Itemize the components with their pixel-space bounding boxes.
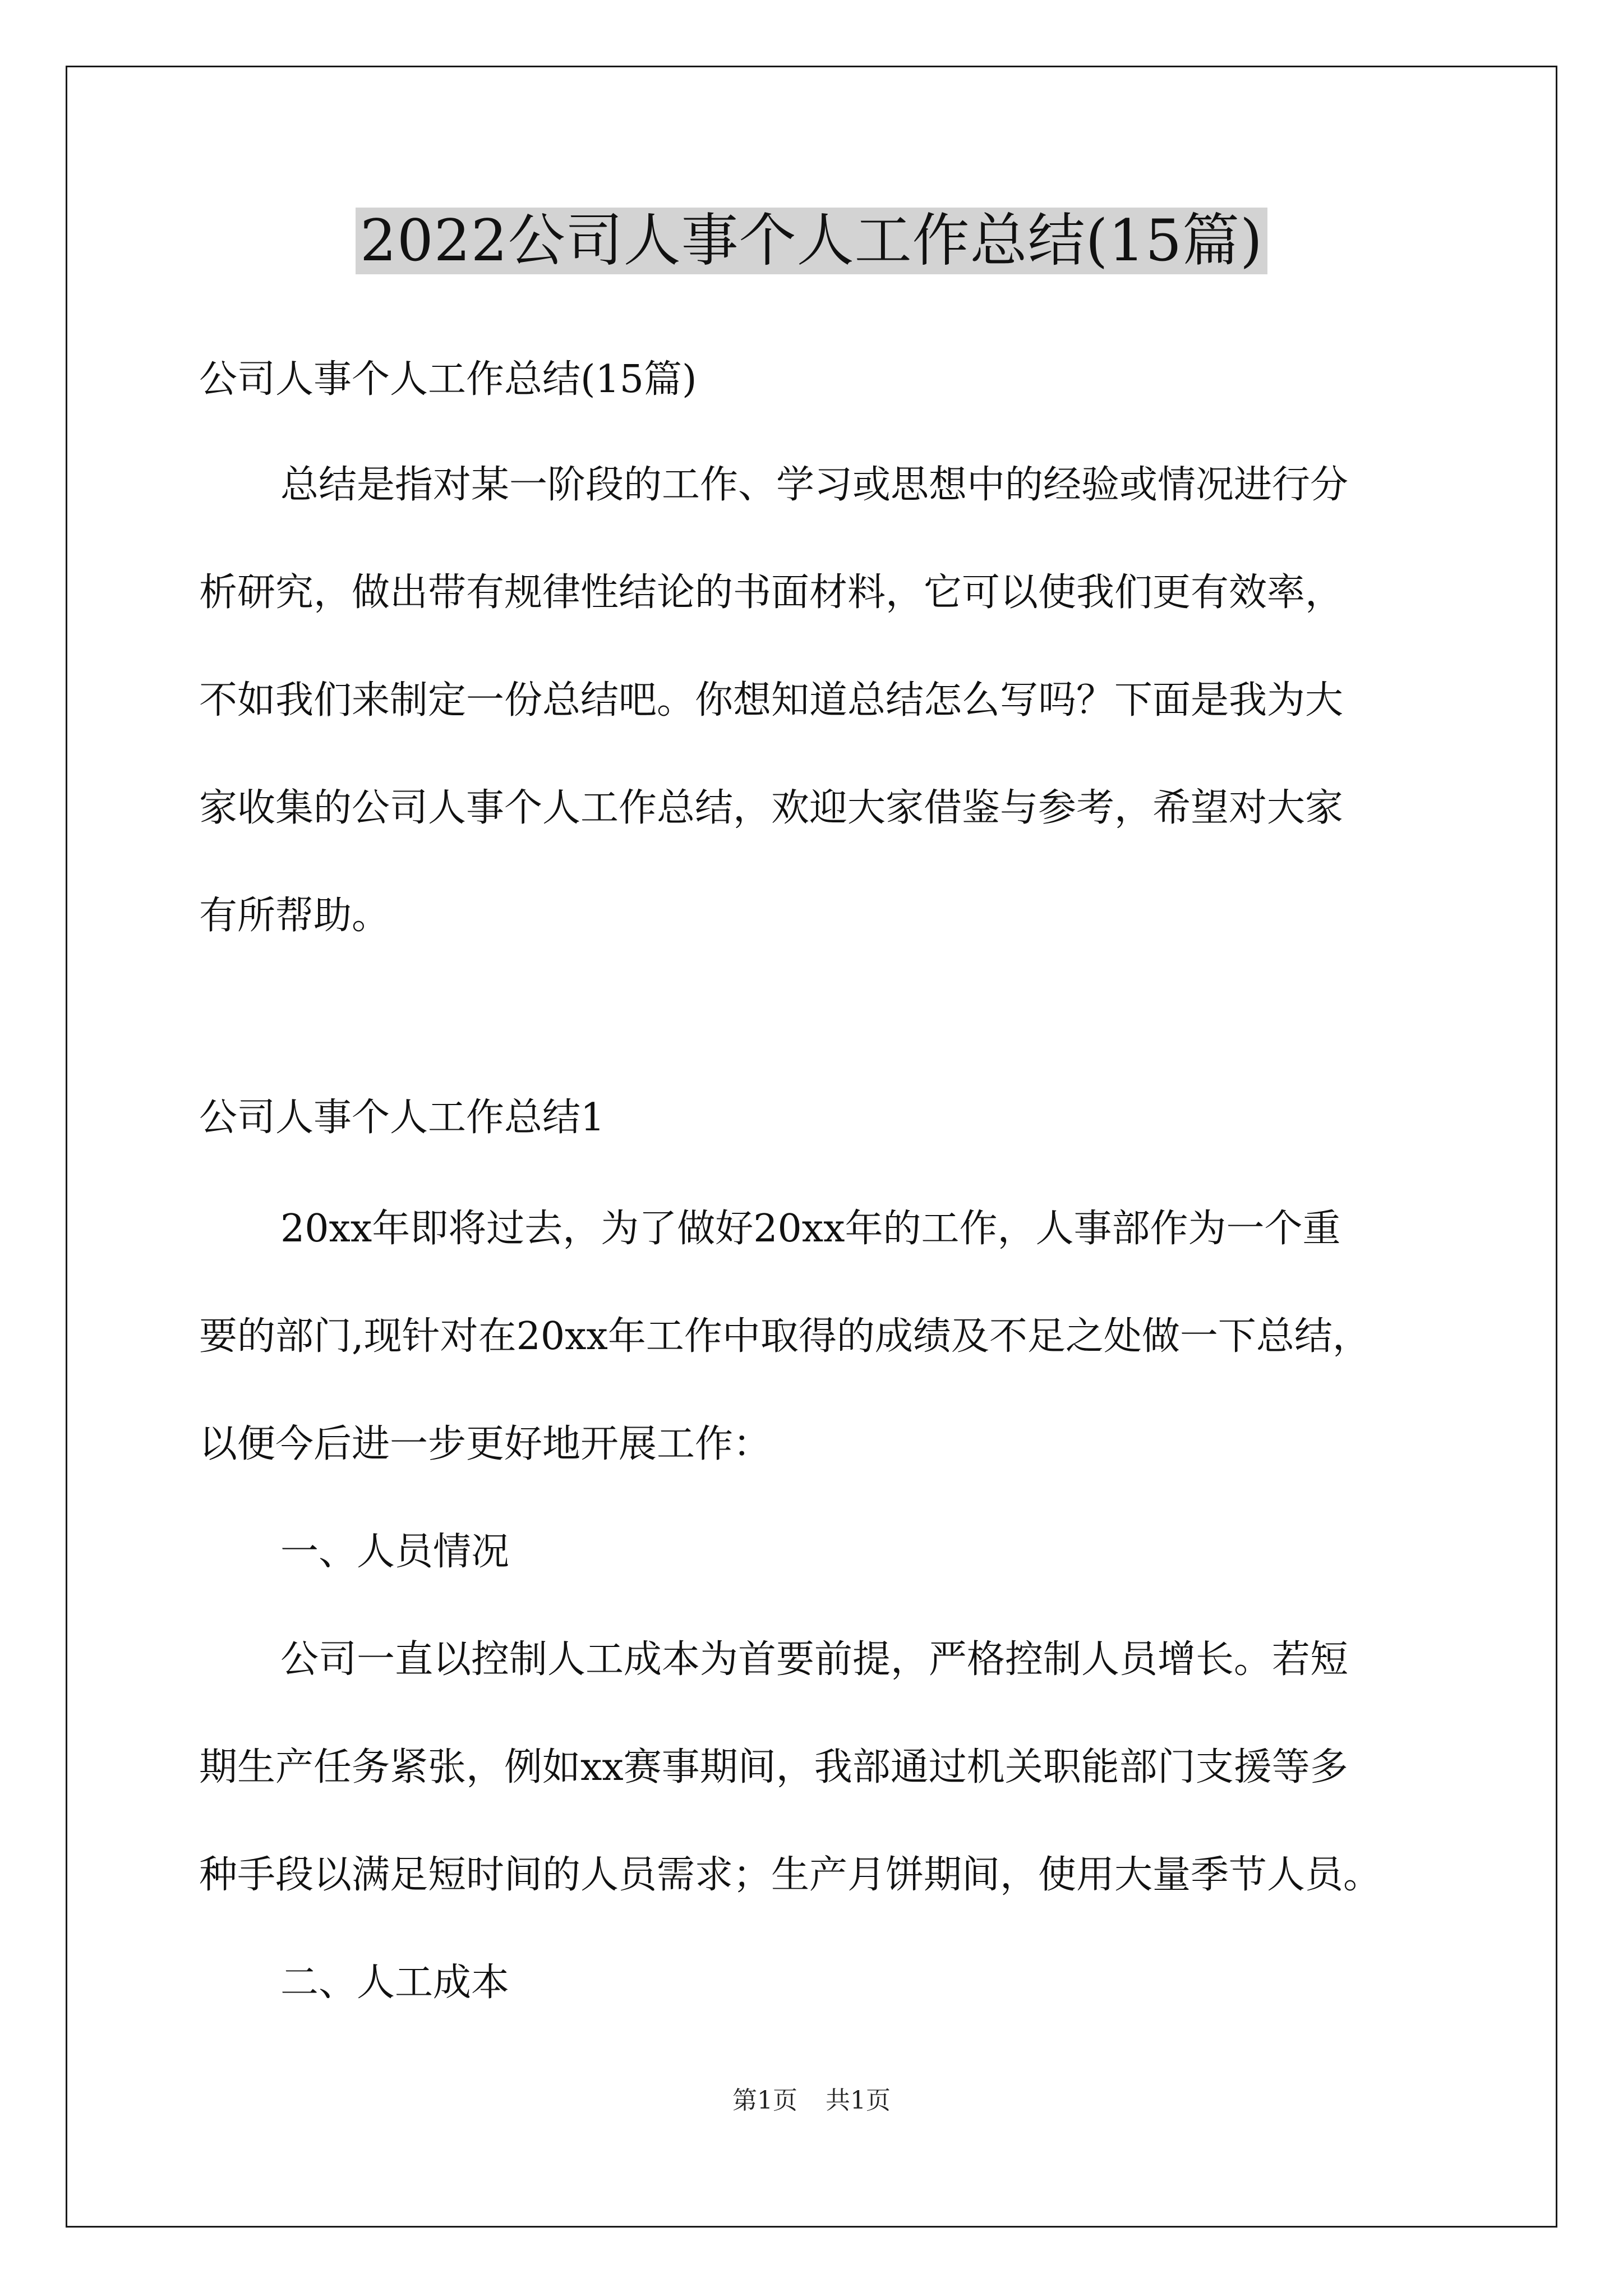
heading-personnel: 一、人员情况 bbox=[280, 1530, 510, 1574]
page-number: 第1页 bbox=[732, 2086, 797, 2115]
page-footer bbox=[0, 2084, 1623, 2118]
intro-line-5: 有所帮助。 bbox=[199, 894, 390, 938]
section-intro-line-1: 20xx年即将过去，为了做好20xx年的工作，人事部作为一个重 bbox=[280, 1207, 1341, 1251]
intro-line-1: 总结是指对某一阶段的工作、学习或思想中的经验或情况进行分 bbox=[280, 463, 1349, 507]
intro-line-3: 不如我们来制定一份总结吧。你想知道总结怎么写吗？下面是我为大 bbox=[199, 678, 1344, 723]
document-title bbox=[0, 199, 1623, 283]
intro-line-2: 析研究，做出带有规律性结论的书面材料，它可以使我们更有效率， bbox=[199, 570, 1344, 615]
page-total: 共1页 bbox=[826, 2086, 891, 2115]
paragraph-1-line-3: 种手段以满足短时间的人员需求；生产月饼期间，使用大量季节人员。 bbox=[199, 1853, 1382, 1897]
paragraph-1-line-2: 期生产任务紧张，例如xx赛事期间，我部通过机关职能部门支援等多 bbox=[199, 1745, 1348, 1789]
section-intro-line-2: 要的部门,现针对在20xx年工作中取得的成绩及不足之处做一下总结， bbox=[199, 1314, 1371, 1359]
intro-line-4: 家收集的公司人事个人工作总结，欢迎大家借鉴与参考，希望对大家 bbox=[199, 786, 1344, 830]
section-heading: 公司人事个人工作总结1 bbox=[199, 1096, 605, 1140]
paragraph-1-line-1: 公司一直以控制人工成本为首要前提，严格控制人员增长。若短 bbox=[280, 1637, 1349, 1682]
heading-labor-cost: 二、人工成本 bbox=[280, 1961, 510, 2005]
document-title-text: 2022公司人事个人工作总结(15篇) bbox=[356, 208, 1267, 274]
subtitle: 公司人事个人工作总结(15篇) bbox=[199, 357, 697, 402]
section-intro-line-3: 以便今后进一步更好地开展工作： bbox=[199, 1422, 772, 1466]
